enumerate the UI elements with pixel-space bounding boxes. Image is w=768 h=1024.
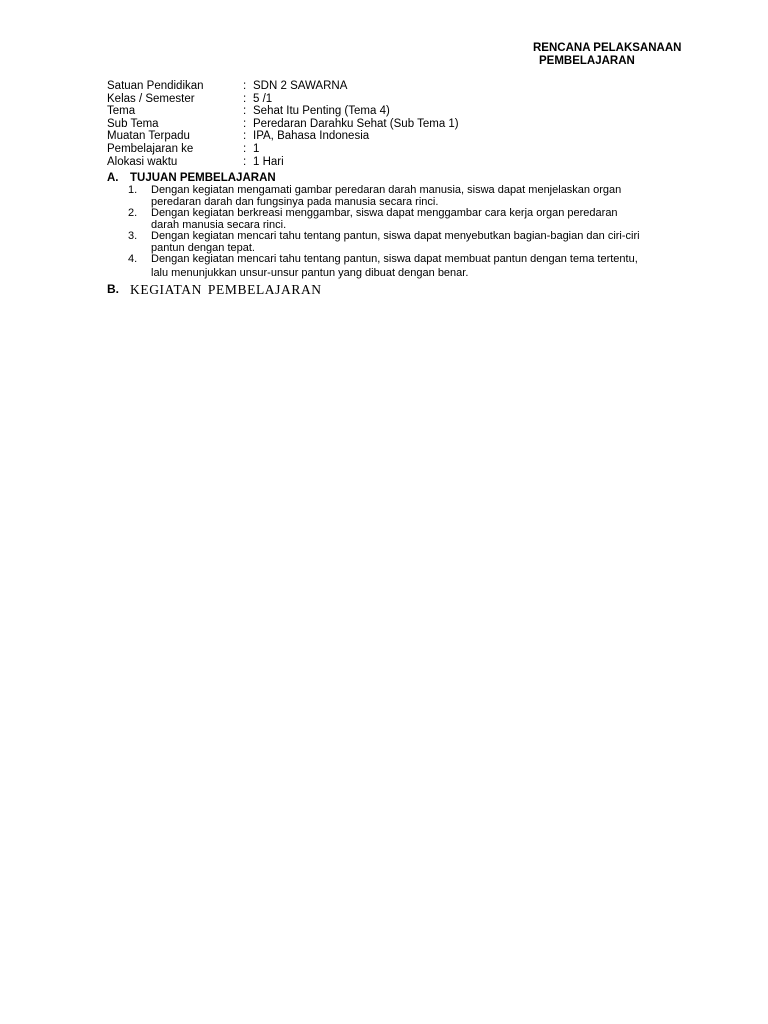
section-learning-objectives bbox=[107, 172, 727, 281]
identity-label: Pembelajaran ke bbox=[107, 142, 194, 155]
identity-label: Satuan Pendidikan bbox=[107, 80, 204, 92]
identity-colon: : bbox=[243, 105, 247, 118]
identity-value: 5 /1 bbox=[253, 92, 273, 105]
item-number: 3. bbox=[128, 230, 138, 242]
identity-row bbox=[107, 93, 459, 106]
item-line: Dengan kegiatan mencari tahu tentang pantun, siswa dapat membuat pantun dengan tema tertentu, bbox=[151, 253, 638, 265]
identity-row bbox=[107, 143, 459, 156]
identity-row bbox=[107, 130, 459, 143]
objectives-list bbox=[107, 185, 727, 279]
item-line: pantun dengan tepat. bbox=[151, 241, 255, 254]
section-learning-activities bbox=[107, 282, 322, 297]
identity-row bbox=[107, 156, 459, 169]
title-line-2: PEMBELAJARAN bbox=[539, 55, 635, 67]
section-title: KEGIATAN PEMBELAJARAN bbox=[130, 282, 322, 297]
list-item bbox=[128, 231, 727, 254]
item-number: 2. bbox=[128, 207, 138, 219]
identity-row bbox=[107, 80, 459, 93]
item-line: peredaran darah dan fungsinya pada manusia secara rinci. bbox=[151, 195, 439, 208]
identity-value: IPA, Bahasa Indonesia bbox=[253, 130, 370, 143]
identity-value: SDN 2 SAWARNA bbox=[253, 80, 348, 92]
item-line: lalu menunjukkan unsur-unsur pantun yang dibuat dengan benar. bbox=[151, 266, 469, 279]
item-text bbox=[151, 231, 727, 254]
item-line: Dengan kegiatan mengamati gambar peredaran darah manusia, siswa dapat menjelaskan organ bbox=[151, 184, 622, 196]
section-title: TUJUAN PEMBELAJARAN bbox=[130, 172, 276, 184]
identity-value: Sehat Itu Penting (Tema 4) bbox=[253, 105, 390, 118]
identity-label: Kelas / Semester bbox=[107, 92, 195, 105]
identity-label: Alokasi waktu bbox=[107, 155, 178, 168]
section-letter: B. bbox=[107, 282, 119, 296]
item-number: 4. bbox=[128, 253, 138, 265]
identity-row bbox=[107, 105, 459, 118]
identity-value: 1 Hari bbox=[253, 155, 284, 168]
identity-value: 1 bbox=[253, 142, 260, 155]
identity-label: Tema bbox=[107, 105, 136, 118]
identity-label: Sub Tema bbox=[107, 117, 159, 130]
item-text bbox=[151, 185, 727, 208]
item-number: 1. bbox=[128, 184, 138, 196]
list-item bbox=[128, 185, 727, 208]
identity-colon: : bbox=[243, 80, 247, 92]
item-line: Dengan kegiatan mencari tahu tentang pantun, siswa dapat menyebutkan bagian-bagian dan ciri-ciri bbox=[151, 230, 640, 242]
list-item bbox=[128, 208, 727, 231]
identity-colon: : bbox=[243, 155, 247, 168]
identity-colon: : bbox=[243, 117, 247, 130]
document-title bbox=[533, 42, 681, 68]
identity-value: Peredaran Darahku Sehat (Sub Tema 1) bbox=[253, 117, 459, 130]
section-letter: A. bbox=[107, 172, 119, 184]
identity-table bbox=[107, 80, 459, 168]
item-line: darah manusia secara rinci. bbox=[151, 218, 287, 231]
item-line: Dengan kegiatan berkreasi menggambar, siswa dapat menggambar cara kerja organ peredaran bbox=[151, 207, 618, 219]
identity-colon: : bbox=[243, 92, 247, 105]
item-text bbox=[151, 208, 727, 231]
identity-row bbox=[107, 118, 459, 131]
list-item bbox=[128, 254, 727, 279]
identity-colon: : bbox=[243, 130, 247, 143]
identity-colon: : bbox=[243, 142, 247, 155]
item-text bbox=[151, 254, 727, 279]
title-line-1: RENCANA PELAKSANAAN bbox=[533, 42, 682, 54]
identity-label: Muatan Terpadu bbox=[107, 130, 190, 143]
